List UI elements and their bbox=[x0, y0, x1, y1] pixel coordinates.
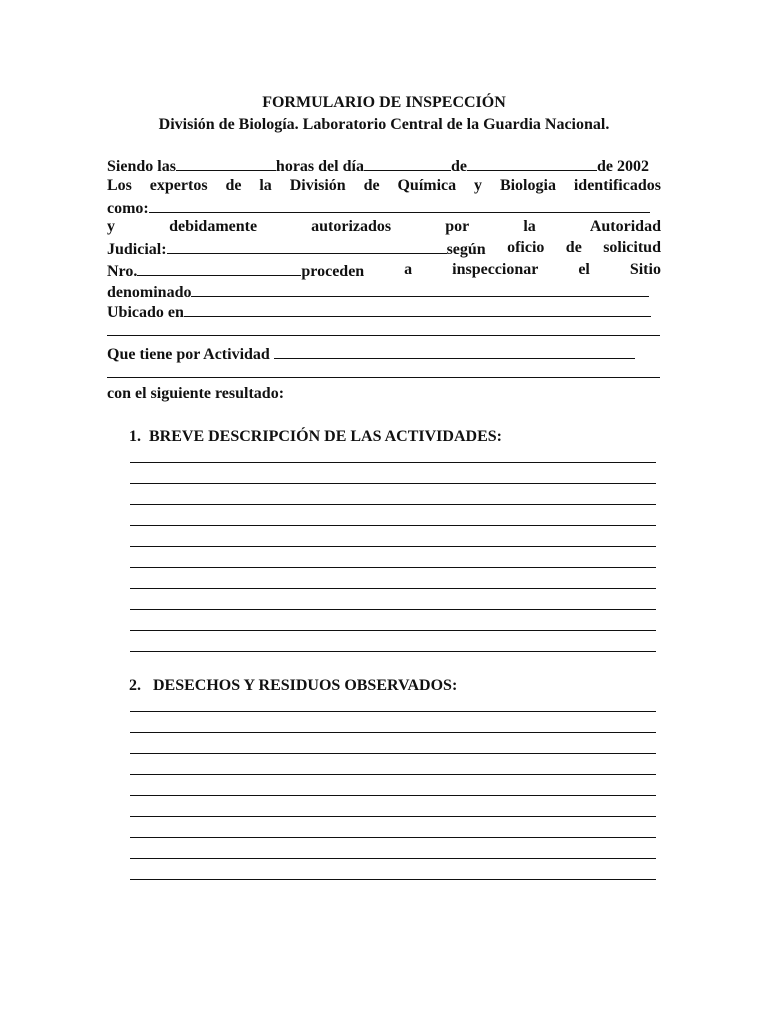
answer-line bbox=[130, 567, 656, 568]
answer-line bbox=[130, 588, 656, 589]
answer-line bbox=[130, 753, 656, 754]
intro-text-ubicado: Ubicado en bbox=[107, 304, 184, 321]
location-blank-continued bbox=[107, 335, 660, 336]
word: y bbox=[107, 218, 115, 235]
form-title: FORMULARIO DE INSPECCIÓN bbox=[262, 94, 506, 111]
word: Los bbox=[107, 177, 132, 194]
answer-line bbox=[130, 774, 656, 775]
form-subtitle: División de Biología. Laboratorio Central de la Guardia Nacional. bbox=[158, 116, 610, 133]
word: la bbox=[259, 177, 272, 194]
site-name-blank bbox=[191, 281, 649, 297]
request-number-blank bbox=[137, 260, 301, 276]
section-2-number: 2. bbox=[129, 677, 141, 694]
word: a bbox=[404, 261, 413, 278]
month-blank bbox=[467, 155, 597, 171]
intro-line-12 bbox=[107, 384, 284, 404]
word: autorizados bbox=[311, 218, 392, 235]
answer-line bbox=[130, 483, 656, 484]
answer-line bbox=[130, 858, 656, 859]
answer-line bbox=[130, 711, 656, 712]
intro-text-nro: Nro. bbox=[107, 263, 138, 280]
intro-line-6 bbox=[107, 260, 661, 280]
answer-line bbox=[130, 546, 656, 547]
word: la bbox=[523, 218, 536, 235]
intro-line-10 bbox=[107, 343, 635, 363]
word: identificados bbox=[573, 177, 661, 194]
section-1-title: BREVE DESCRIPCIÓN DE LAS ACTIVIDADES: bbox=[149, 428, 502, 445]
answer-line bbox=[130, 795, 656, 796]
intro-line-5 bbox=[107, 238, 661, 258]
intro-line-4 bbox=[107, 217, 661, 237]
answer-line bbox=[130, 816, 656, 817]
intro-line-1 bbox=[107, 155, 649, 175]
answer-line bbox=[130, 504, 656, 505]
answer-line bbox=[130, 732, 656, 733]
word: Autoridad bbox=[589, 218, 661, 235]
judicial-group bbox=[107, 238, 486, 258]
word: solicitud bbox=[603, 239, 661, 256]
intro-text-horas: horas del día bbox=[275, 158, 364, 175]
intro-text-judicial: Judicial: bbox=[107, 241, 167, 258]
hours-blank bbox=[176, 155, 276, 171]
intro-text-year: de 2002 bbox=[596, 158, 649, 175]
intro-text-de: de bbox=[450, 158, 467, 175]
answer-line bbox=[130, 525, 656, 526]
answer-line bbox=[130, 651, 656, 652]
intro-text-siendo: Siendo las bbox=[107, 158, 176, 175]
word: según bbox=[446, 241, 486, 258]
day-blank bbox=[364, 155, 451, 171]
nro-group bbox=[107, 260, 364, 280]
word: Sitio bbox=[629, 261, 661, 278]
word: proceden bbox=[301, 263, 365, 280]
intro-line-2 bbox=[107, 176, 661, 196]
location-blank bbox=[184, 301, 651, 317]
experts-blank bbox=[149, 197, 650, 213]
answer-line bbox=[130, 879, 656, 880]
answer-line bbox=[130, 630, 656, 631]
word: División bbox=[289, 177, 346, 194]
intro-line-7 bbox=[107, 281, 649, 301]
answer-line bbox=[130, 609, 656, 610]
word: de bbox=[565, 239, 582, 256]
word: expertos bbox=[149, 177, 208, 194]
word: de bbox=[225, 177, 242, 194]
section-2-title: DESECHOS Y RESIDUOS OBSERVADOS: bbox=[153, 677, 458, 694]
section-2-heading bbox=[129, 676, 457, 696]
section-1-heading bbox=[129, 427, 502, 447]
word: oficio bbox=[507, 239, 545, 256]
intro-line-8 bbox=[107, 301, 651, 321]
intro-text-como: como: bbox=[107, 200, 149, 217]
intro-text-denominado: denominado bbox=[107, 284, 192, 301]
activity-blank bbox=[274, 343, 635, 359]
authority-blank bbox=[167, 238, 447, 254]
word: debidamente bbox=[169, 218, 258, 235]
intro-line-3 bbox=[107, 197, 650, 217]
section-1-number: 1. bbox=[129, 428, 141, 445]
answer-line bbox=[130, 462, 656, 463]
word: inspeccionar bbox=[452, 261, 539, 278]
answer-line bbox=[130, 837, 656, 838]
word: por bbox=[445, 218, 470, 235]
activity-blank-continued bbox=[107, 377, 660, 378]
intro-text-resultado: con el siguiente resultado: bbox=[107, 385, 285, 402]
word: y bbox=[474, 177, 483, 194]
intro-text-actividad: Que tiene por Actividad bbox=[107, 346, 270, 363]
word: el bbox=[578, 261, 590, 278]
word: de bbox=[363, 177, 380, 194]
word: Química bbox=[397, 177, 457, 194]
word: Biologia bbox=[499, 177, 556, 194]
